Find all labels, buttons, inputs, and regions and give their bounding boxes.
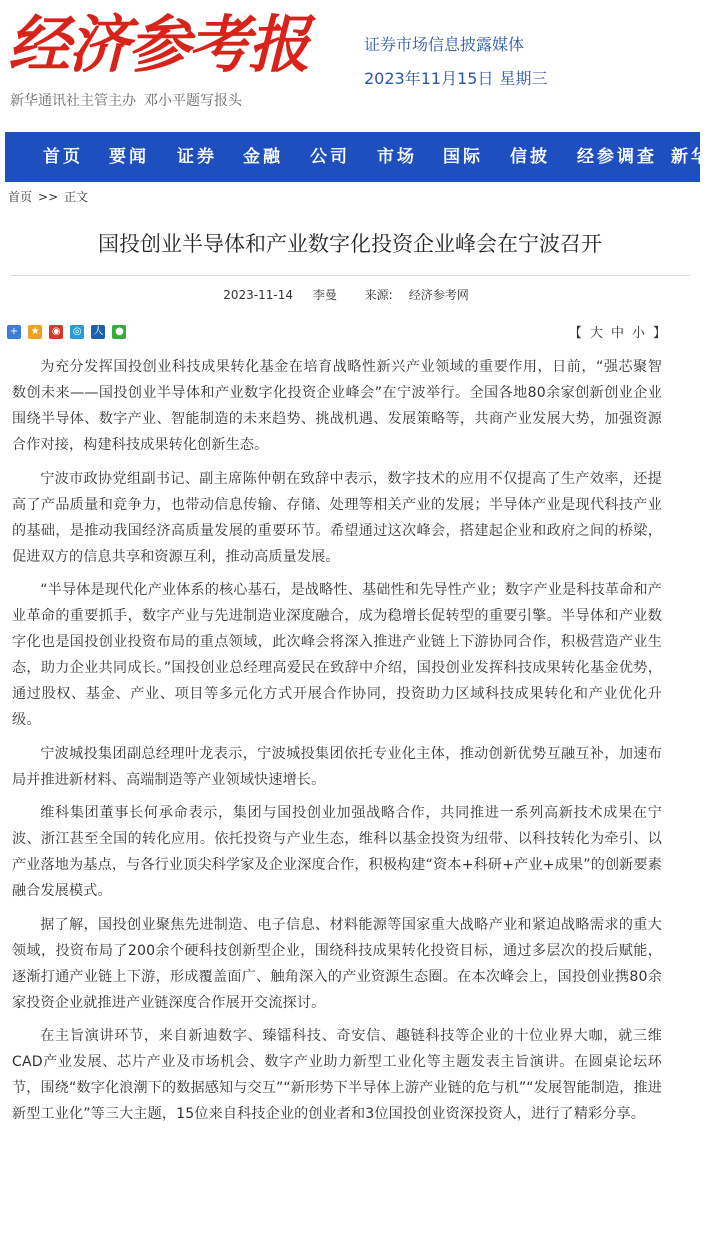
article-source bbox=[357, 288, 477, 302]
media-tagline: 证券市场信息披露媒体 bbox=[364, 35, 525, 54]
font-size-large[interactable]: 大 bbox=[589, 326, 603, 341]
breadcrumb-current: 正文 bbox=[64, 190, 89, 204]
breadcrumb bbox=[8, 188, 88, 205]
share-bar bbox=[7, 325, 128, 341]
qzone-icon[interactable]: ★ bbox=[28, 325, 42, 339]
breadcrumb-home[interactable]: 首页 bbox=[8, 190, 33, 204]
article-paragraph: 据了解，国投创业聚焦先进制造、电子信息、材料能源等国家重大战略产业和紧迫战略需求的重大领域，投资布局了200余个硬科技创新型企业，围绕科技成果转化投资目标，通过多层次的投后赋能，逐渐打通产业链上下游，形成覆盖面广、触角深入的产业资源生态圈。在本次峰会上，国投创业携80余家投资企业就推进产业链深度合作展开交流探讨。 bbox=[12, 916, 662, 1011]
nav-xinhua[interactable]: 新华 bbox=[671, 147, 711, 167]
newspaper-logo[interactable]: 经济参考报 bbox=[8, 8, 309, 81]
article-paragraph: 维科集团董事长何承命表示，集团与国投创业加强战略合作，共同推进一系列高新技术成果在宁波、浙江甚至全国的转化应用。依托投资与产业生态，维科以基金投资为纽带、以科技转化为牵引、以产业落地为基点，与各行业顶尖科学家及企业深度合作，积极构建“资本+科研+产业+成果”的创新要素融合发展模式。 bbox=[12, 805, 662, 899]
nav-survey[interactable]: 经参调查 bbox=[577, 147, 657, 167]
nav-securities[interactable]: 证券 bbox=[177, 147, 217, 167]
masthead bbox=[0, 0, 700, 128]
source-name: 经济参考网 bbox=[408, 288, 469, 302]
breadcrumb-separator: >> bbox=[38, 190, 59, 204]
nav-home[interactable]: 首页 bbox=[43, 147, 83, 167]
article-meta bbox=[0, 286, 700, 303]
publisher-motto bbox=[10, 90, 250, 110]
plus-icon[interactable]: + bbox=[7, 325, 21, 339]
article-paragraph: 为充分发挥国投创业科技成果转化基金在培育战略性新兴产业领域的重要作用，日前，“强芯聚智 数创未来——国投创业半导体和产业数字化投资企业峰会”在宁波举行。全国各地80余家创新创业企业围绕半导体、数字产业、智能制造的未来趋势、挑战机遇、发展策略等，共商产业发展大势，加强资源合作对接，构建科技成果转化创新生态。 bbox=[12, 359, 662, 453]
font-size-bracket-close: 】 bbox=[652, 326, 666, 341]
article-paragraph: 在主旨演讲环节，来自新迪数字、臻镭科技、奇安信、趣链科技等企业的十位业界大咖，就三维CAD产业发展、芯片产业及市场机会、数字产业助力新型工业化等主题发表主旨演讲。在圆桌论坛环节，围绕“数字化浪潮下的数据感知与交互”“新形势下半导体上游产业链的危与机”“发展智能制造，推进新型工业化”等三大主题，15位来自科技企业的创业者和3位国投创业资深投资人，进行了精彩分享。 bbox=[12, 1028, 662, 1122]
font-size-bracket-open: 【 bbox=[568, 326, 582, 341]
article-paragraph: 宁波城投集团副总经理叶龙表示，宁波城投集团依托专业化主体，推动创新优势互融互补，加速布局并推进新材料、高端制造等产业领域快速增长。 bbox=[12, 745, 662, 788]
tencent-icon[interactable]: ◎ bbox=[70, 325, 84, 339]
article-paragraph: 宁波市政协党组副书记、副主席陈仲朝在致辞中表示，数字技术的应用不仅提高了生产效率，还提高了产品质量和竞争力，也带动信息传输、存储、处理等相关产业的发展；半导体产业是现代科技产业的基础，是推动我国经济高质量发展的重要环节。希望通过这次峰会，搭建起企业和政府之间的桥梁，促进双方的信息共享和资源互利，推动高质量发展。 bbox=[12, 470, 662, 565]
issue-weekday: 星期三 bbox=[499, 69, 548, 88]
font-size-medium[interactable]: 中 bbox=[610, 326, 624, 341]
main-nav bbox=[5, 132, 711, 182]
nav-companies[interactable]: 公司 bbox=[310, 147, 350, 167]
wechat-icon[interactable]: ● bbox=[112, 325, 126, 339]
issue-date bbox=[364, 66, 553, 89]
nav-international[interactable]: 国际 bbox=[443, 147, 483, 167]
publisher-line: 新华通讯社主管主办 bbox=[10, 93, 136, 109]
calligraphy-credit: 邓小平题写报头 bbox=[144, 93, 242, 109]
font-size-small[interactable]: 小 bbox=[631, 326, 645, 341]
article-body bbox=[12, 354, 662, 1135]
nav-disclosure[interactable]: 信披 bbox=[510, 147, 550, 167]
source-label: 来源: bbox=[364, 288, 393, 302]
article-author: 李曼 bbox=[312, 288, 337, 302]
nav-finance[interactable]: 金融 bbox=[243, 147, 283, 167]
issue-date-text: 2023年11月15日 bbox=[364, 69, 494, 88]
font-size-switcher bbox=[565, 322, 670, 341]
weibo-icon[interactable]: ◉ bbox=[49, 325, 63, 339]
nav-markets[interactable]: 市场 bbox=[377, 147, 417, 167]
nav-headlines[interactable]: 要闻 bbox=[109, 147, 149, 167]
article-date: 2023-11-14 bbox=[223, 288, 293, 302]
title-divider bbox=[10, 275, 690, 276]
renren-icon[interactable]: 人 bbox=[93, 326, 104, 337]
article-title: 国投创业半导体和产业数字化投资企业峰会在宁波召开 bbox=[98, 232, 602, 256]
article-paragraph: “半导体是现代化产业体系的核心基石，是战略性、基础性和先导性产业；数字产业是科技革命和产业革命的重要抓手，数字产业与先进制造业深度融合，成为稳增长促转型的重要引擎。半导体和产业数字化也是国投创业投资布局的重点领域，此次峰会将深入推进产业链上下游协同合作，积极营造产业生态，助力企业共同成长。”国投创业总经理高爱民在致辞中介绍，国投创业发挥科技成果转化基金优势，通过股权、基金、产业、项目等多元化方式开展合作协同，投资助力区域科技成果转化和产业优化升级。 bbox=[12, 582, 662, 728]
